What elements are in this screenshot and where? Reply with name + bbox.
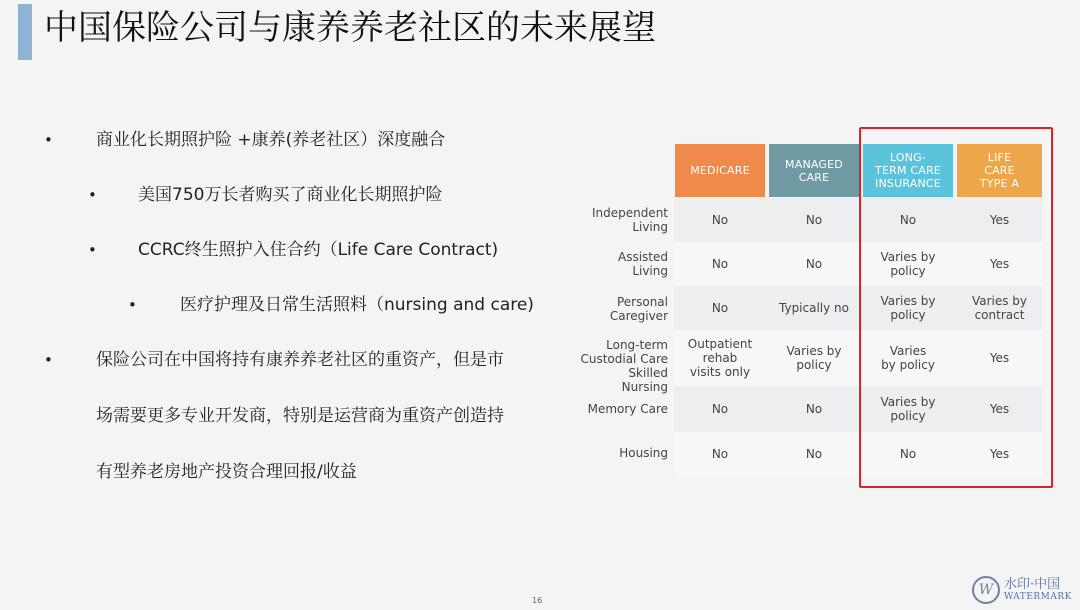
table-cell: Varies by policy [880, 250, 936, 278]
row-label: Memory Care [587, 402, 668, 416]
table-cell: Varies by contract [971, 294, 1028, 322]
table-cell: No [711, 301, 729, 315]
highlight-box [859, 127, 1053, 488]
table-cell: No [711, 402, 729, 416]
table-cell: No [711, 257, 729, 271]
header-medicare: MEDICARE [675, 144, 765, 197]
table-cell: Varies by policy [880, 294, 936, 322]
table-cell: No [805, 213, 823, 227]
row-label: Personal Caregiver [609, 295, 668, 323]
table-cell: Yes [989, 351, 1010, 365]
bullet-dot-icon: • [128, 296, 137, 314]
page-title: 中国保险公司与康养养老社区的未来展望 [44, 8, 656, 48]
table-cell: Typically no [779, 301, 849, 315]
table-cell: Yes [989, 257, 1010, 271]
table-cell: Varies by policy [880, 395, 936, 423]
title-accent-bar [18, 4, 32, 60]
table-cell: Yes [989, 447, 1010, 461]
watermark-text: 水印·中国 WATERMARK [1004, 577, 1072, 602]
header-long-term-care: LONG-TERM CARE INSURANCE [863, 144, 953, 197]
page-number: 16 [532, 596, 543, 605]
row-label: Assisted Living [617, 250, 668, 278]
watermark [972, 576, 1072, 604]
bullet-dot-icon: • [88, 186, 97, 204]
header-managed-care: MANAGED CARE [769, 144, 859, 197]
watermark-logo-icon: W [972, 576, 1000, 604]
header-life-care: LIFE CARE TYPE A [957, 144, 1042, 197]
table-cell: Yes [989, 402, 1010, 416]
table-cell: No [805, 257, 823, 271]
bullet-dot-icon: • [88, 241, 97, 259]
table-cell: Yes [989, 213, 1010, 227]
row-label: Independent Living [591, 206, 668, 234]
table-cell: Varies by policy [881, 344, 935, 372]
table-cell: Varies by policy [786, 344, 842, 372]
table-cell: No [899, 213, 917, 227]
bullet-dot-icon: • [44, 131, 53, 149]
table-cell: No [899, 447, 917, 461]
table-cell: No [711, 213, 729, 227]
table-cell: Outpatient rehab visits only [687, 337, 753, 379]
table-cell: No [711, 447, 729, 461]
table-cell: No [805, 402, 823, 416]
row-label: Long-term Custodial Care Skilled Nursing [580, 338, 668, 394]
row-label: Housing [619, 446, 668, 460]
bullet-dot-icon: • [44, 351, 53, 369]
table-cell: No [805, 447, 823, 461]
